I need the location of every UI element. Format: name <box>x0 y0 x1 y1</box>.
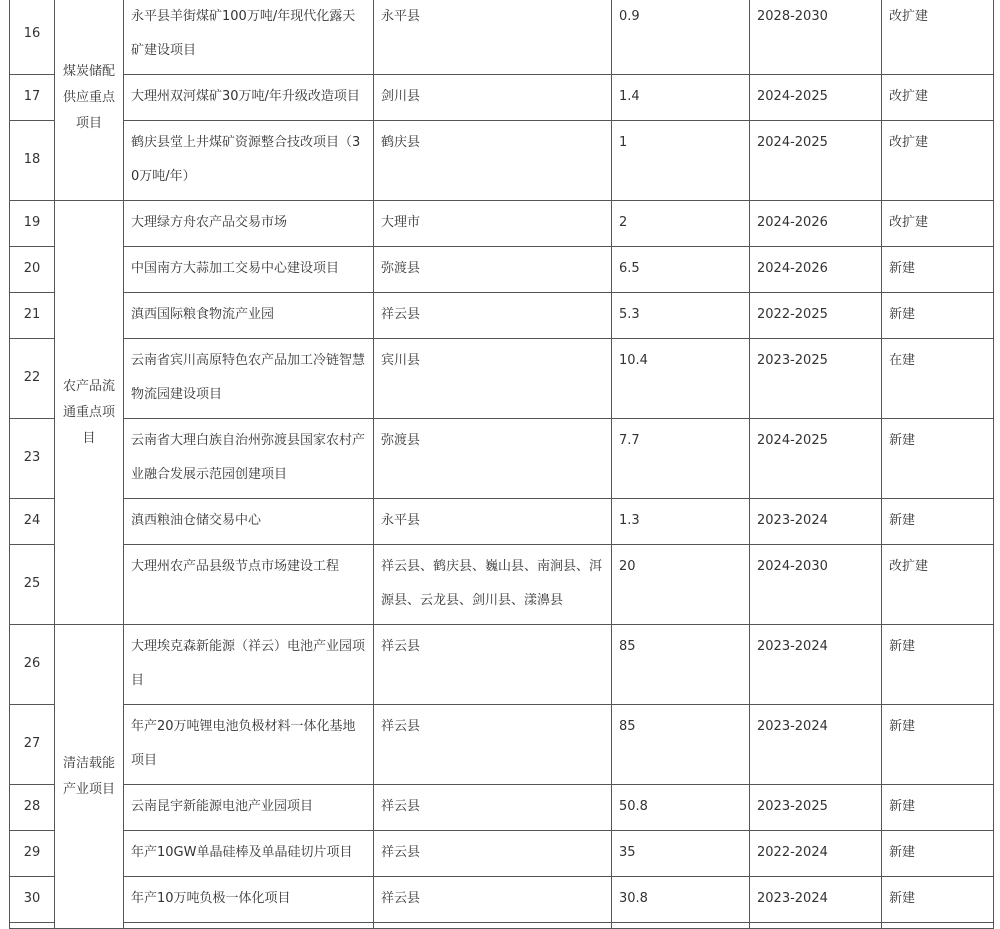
project-investment: 85 <box>612 705 750 785</box>
project-period: 2024-2025 <box>750 419 882 499</box>
project-period: 2023-2024 <box>750 877 882 923</box>
project-location: 祥云县 <box>374 831 612 877</box>
project-name: 滇西国际粮食物流产业园 <box>124 293 374 339</box>
project-location: 祥云县 <box>374 705 612 785</box>
project-location <box>374 923 612 929</box>
row-number: 16 <box>10 0 55 75</box>
project-location: 弥渡县 <box>374 419 612 499</box>
category-energy: 清洁载能产业项目 <box>55 625 124 929</box>
project-period: 2022-2024 <box>750 831 882 877</box>
project-name: 永平县羊街煤矿100万吨/年现代化露天矿建设项目 <box>124 0 374 75</box>
project-period: 2022-2025 <box>750 293 882 339</box>
project-location: 永平县 <box>374 0 612 75</box>
project-period: 2023-2024 <box>750 705 882 785</box>
project-name: 中国南方大蒜加工交易中心建设项目 <box>124 247 374 293</box>
project-investment: 0.9 <box>612 0 750 75</box>
project-type: 新建 <box>882 625 994 705</box>
project-type: 改扩建 <box>882 75 994 121</box>
row-number: 25 <box>10 545 55 625</box>
project-investment: 20 <box>612 545 750 625</box>
project-type: 改扩建 <box>882 0 994 75</box>
project-investment: 30.8 <box>612 877 750 923</box>
table-row <box>10 499 994 545</box>
project-name: 大理绿方舟农产品交易市场 <box>124 201 374 247</box>
table-row <box>10 545 994 625</box>
row-number <box>10 923 55 929</box>
row-number: 23 <box>10 419 55 499</box>
project-type: 新建 <box>882 419 994 499</box>
category-agri: 农产品流通重点项目 <box>55 201 124 625</box>
project-type: 新建 <box>882 831 994 877</box>
project-type: 在建 <box>882 339 994 419</box>
project-investment: 10.4 <box>612 339 750 419</box>
project-name: 大理埃克森新能源（祥云）电池产业园项目 <box>124 625 374 705</box>
project-name: 年产10万吨负极一体化项目 <box>124 877 374 923</box>
project-table <box>9 0 994 929</box>
table-row <box>10 877 994 923</box>
table-row <box>10 0 994 75</box>
project-name: 年产20万吨锂电池负极材料一体化基地项目 <box>124 705 374 785</box>
table-row <box>10 625 994 705</box>
project-investment <box>612 923 750 929</box>
project-type: 新建 <box>882 705 994 785</box>
project-type: 新建 <box>882 877 994 923</box>
row-number: 22 <box>10 339 55 419</box>
table-row-partial <box>10 923 994 929</box>
table-row <box>10 121 994 201</box>
project-location: 鹤庆县 <box>374 121 612 201</box>
project-location: 祥云县 <box>374 293 612 339</box>
project-period: 2023-2025 <box>750 339 882 419</box>
project-period: 2024-2030 <box>750 545 882 625</box>
table-row <box>10 75 994 121</box>
project-period: 2028-2030 <box>750 0 882 75</box>
project-name: 大理州农产品县级节点市场建设工程 <box>124 545 374 625</box>
table-row <box>10 293 994 339</box>
row-number: 27 <box>10 705 55 785</box>
project-location: 大理市 <box>374 201 612 247</box>
project-investment: 6.5 <box>612 247 750 293</box>
project-type: 新建 <box>882 293 994 339</box>
table-row <box>10 831 994 877</box>
project-type: 改扩建 <box>882 121 994 201</box>
project-name: 鹤庆县堂上井煤矿资源整合技改项目（30万吨/年） <box>124 121 374 201</box>
table-row <box>10 419 994 499</box>
project-investment: 7.7 <box>612 419 750 499</box>
table-row <box>10 247 994 293</box>
project-type <box>882 923 994 929</box>
table-row <box>10 705 994 785</box>
project-name: 云南省大理白族自治州弥渡县国家农村产业融合发展示范园创建项目 <box>124 419 374 499</box>
project-name: 云南省宾川高原特色农产品加工冷链智慧物流园建设项目 <box>124 339 374 419</box>
project-investment: 1.3 <box>612 499 750 545</box>
project-name <box>124 923 374 929</box>
project-location: 宾川县 <box>374 339 612 419</box>
project-type: 新建 <box>882 499 994 545</box>
project-period: 2024-2026 <box>750 247 882 293</box>
project-investment: 35 <box>612 831 750 877</box>
project-location: 祥云县 <box>374 625 612 705</box>
project-period: 2023-2024 <box>750 499 882 545</box>
project-name: 云南昆宇新能源电池产业园项目 <box>124 785 374 831</box>
project-period: 2024-2026 <box>750 201 882 247</box>
row-number: 26 <box>10 625 55 705</box>
row-number: 29 <box>10 831 55 877</box>
project-investment: 50.8 <box>612 785 750 831</box>
project-investment: 85 <box>612 625 750 705</box>
project-location: 祥云县、鹤庆县、巍山县、南涧县、洱源县、云龙县、剑川县、漾濞县 <box>374 545 612 625</box>
row-number: 30 <box>10 877 55 923</box>
row-number: 21 <box>10 293 55 339</box>
project-period: 2024-2025 <box>750 75 882 121</box>
table-row <box>10 785 994 831</box>
category-coal: 煤炭储配供应重点项目 <box>55 0 124 201</box>
project-name: 滇西粮油仓储交易中心 <box>124 499 374 545</box>
project-name: 年产10GW单晶硅棒及单晶硅切片项目 <box>124 831 374 877</box>
project-investment: 2 <box>612 201 750 247</box>
row-number: 24 <box>10 499 55 545</box>
row-number: 17 <box>10 75 55 121</box>
table-row <box>10 201 994 247</box>
project-period <box>750 923 882 929</box>
project-location: 弥渡县 <box>374 247 612 293</box>
project-period: 2023-2024 <box>750 625 882 705</box>
project-location: 祥云县 <box>374 877 612 923</box>
project-type: 新建 <box>882 785 994 831</box>
project-location: 永平县 <box>374 499 612 545</box>
table-row <box>10 339 994 419</box>
project-period: 2024-2025 <box>750 121 882 201</box>
row-number: 18 <box>10 121 55 201</box>
project-investment: 5.3 <box>612 293 750 339</box>
project-location: 剑川县 <box>374 75 612 121</box>
project-investment: 1 <box>612 121 750 201</box>
project-type: 新建 <box>882 247 994 293</box>
project-type: 改扩建 <box>882 201 994 247</box>
project-type: 改扩建 <box>882 545 994 625</box>
project-location: 祥云县 <box>374 785 612 831</box>
project-period: 2023-2025 <box>750 785 882 831</box>
row-number: 20 <box>10 247 55 293</box>
row-number: 19 <box>10 201 55 247</box>
row-number: 28 <box>10 785 55 831</box>
project-name: 大理州双河煤矿30万吨/年升级改造项目 <box>124 75 374 121</box>
project-investment: 1.4 <box>612 75 750 121</box>
